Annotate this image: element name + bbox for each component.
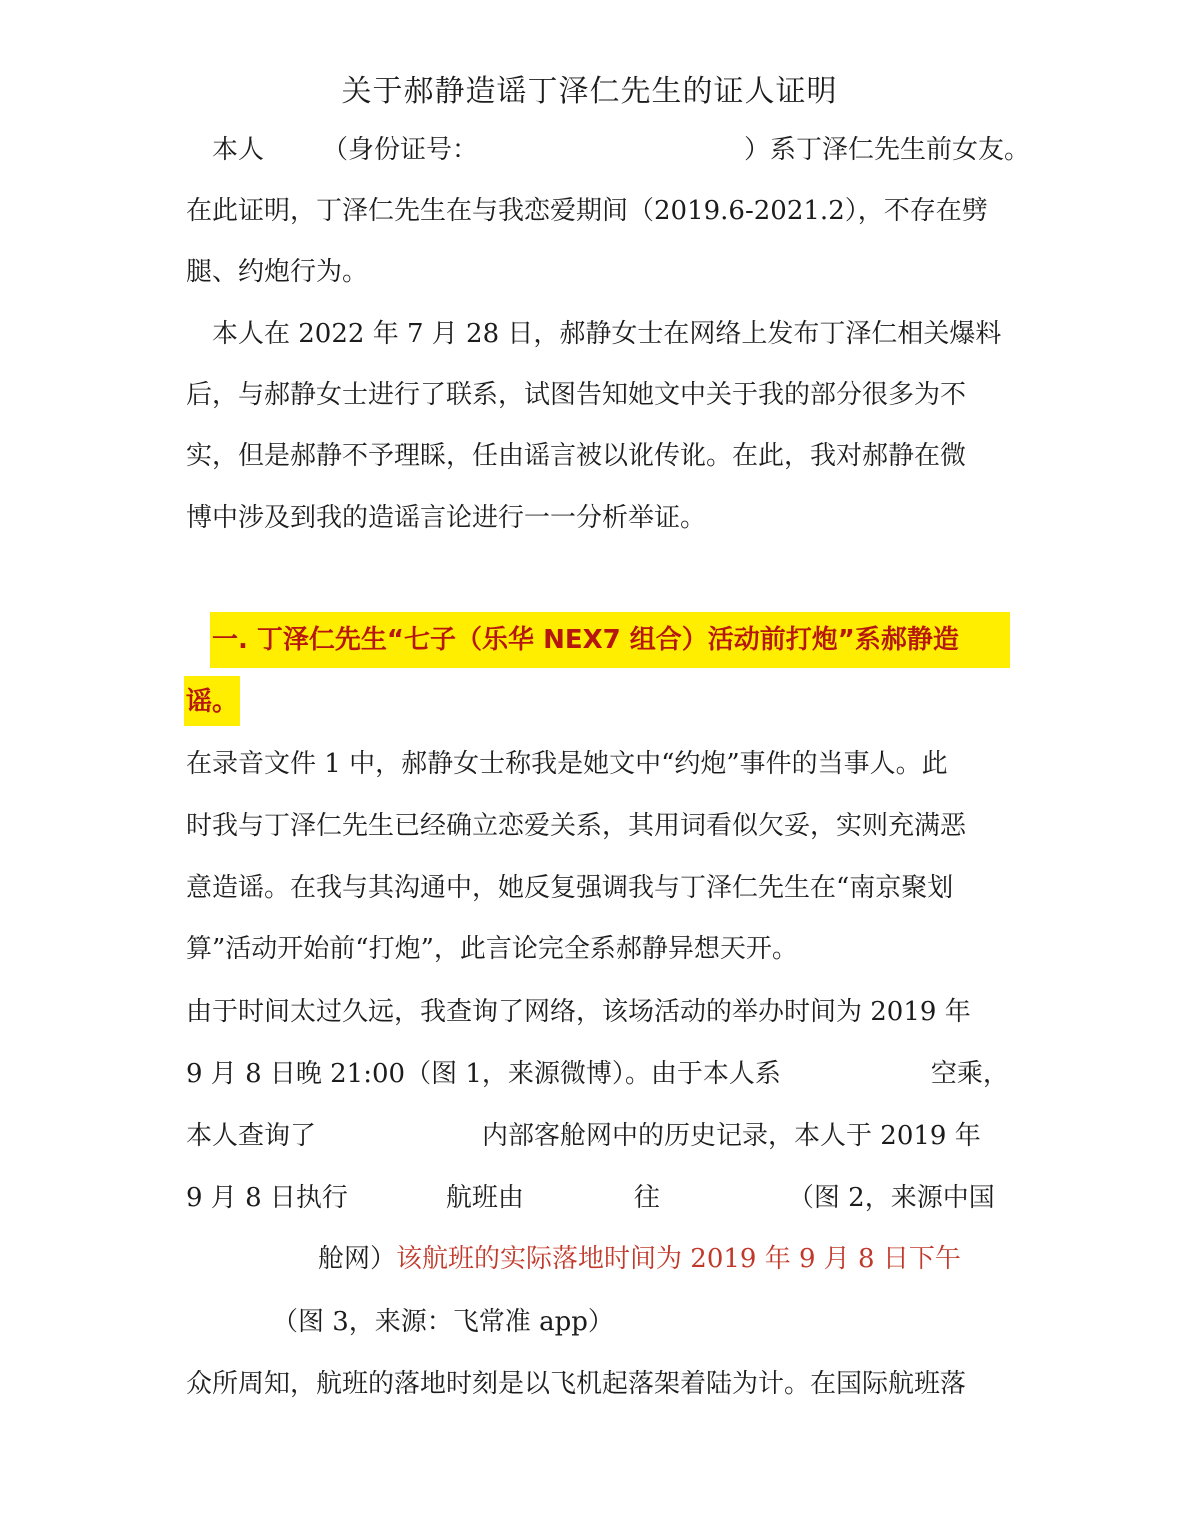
- p4-line2: [186, 1056, 1009, 1092]
- document-title: 关于郝静造谣丁泽仁先生的证人证明: [341, 74, 838, 109]
- p1-l1c: ）系丁泽仁先生前女友。: [744, 135, 1031, 165]
- p4-l5b: 该航班的实际落地时间为 2019 年 9 月 8 日下午: [396, 1244, 961, 1274]
- p4-l4d: （图 2，来源中国: [787, 1183, 995, 1213]
- p4-l4a: 9 月 8 日执行: [186, 1183, 348, 1213]
- p4-l2a: 9 月 8 日晚 21:00（图 1，来源微博）。由于本人系: [186, 1059, 781, 1089]
- p4-l2b: 空乘，: [930, 1059, 1009, 1089]
- p4-line6: （图 3，来源：飞常准 app）: [272, 1307, 614, 1337]
- p3-line2: 时我与丁泽仁先生已经确立恋爱关系，其用词看似欠妥，实则充满恶: [186, 811, 967, 841]
- p4-line1: 由于时间太过久远，我查询了网络，该场活动的举办时间为 2019 年: [186, 997, 971, 1027]
- p4-l5a: 舱网）: [318, 1244, 397, 1274]
- p4-l3b: 内部客舱网中的历史记录，本人于 2019 年: [482, 1121, 981, 1151]
- p5-line1: 众所周知，航班的落地时刻是以飞机起落架着陆为计。在国际航班落: [186, 1369, 967, 1399]
- p1-line3: 腿、约炮行为。: [186, 257, 369, 287]
- p1-line2: 在此证明，丁泽仁先生在与我恋爱期间（2019.6-2021.2），不存在劈: [186, 196, 988, 226]
- p2-line3: 实，但是郝静不予理睬，任由谣言被以讹传讹。在此，我对郝静在微: [186, 441, 967, 471]
- p3-line4: 算”活动开始前“打炮”，此言论完全系郝静异想天开。: [186, 934, 798, 964]
- p1-line1: [212, 132, 1030, 168]
- p4-line5: [318, 1241, 961, 1277]
- p2-line2: 后，与郝静女士进行了联系，试图告知她文中关于我的部分很多为不: [186, 380, 967, 410]
- p2-line4: 博中涉及到我的造谣言论进行一一分析举证。: [186, 503, 707, 533]
- p4-l4c: 往: [633, 1183, 660, 1213]
- p4-line4: [186, 1180, 995, 1216]
- heading1-line1: 一. 丁泽仁先生“七子（乐华 NEX7 组合）活动前打炮”系郝静造: [212, 625, 959, 655]
- heading1-line2: 谣。: [186, 687, 239, 717]
- p4-l3a: 本人查询了: [186, 1121, 317, 1151]
- p3-line3: 意造谣。在我与其沟通中，她反复强调我与丁泽仁先生在“南京聚划: [186, 873, 954, 903]
- p4-line3: [186, 1118, 981, 1154]
- p1-l1b: （身份证号：: [322, 135, 479, 165]
- p2-line1: 本人在 2022 年 7 月 28 日，郝静女士在网络上发布丁泽仁相关爆料: [212, 319, 1002, 349]
- p4-l4b: 航班由: [445, 1183, 524, 1213]
- p1-l1a: 本人: [212, 135, 265, 165]
- p3-line1: 在录音文件 1 中，郝静女士称我是她文中“约炮”事件的当事人。此: [186, 749, 948, 779]
